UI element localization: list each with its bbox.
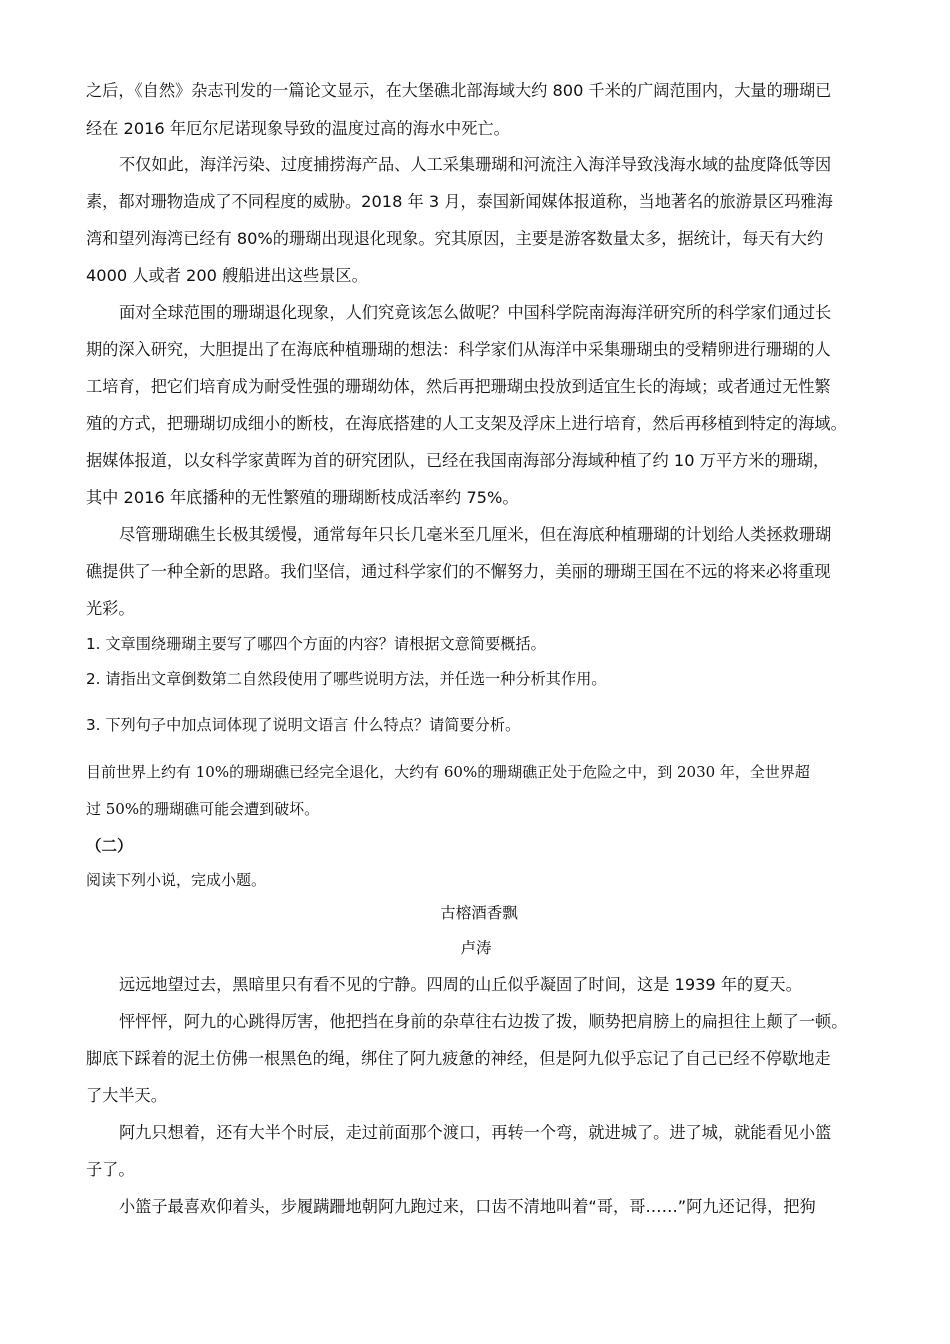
article-line: 光彩。 — [86, 599, 135, 618]
story-line: 怦怦怦，阿九的心跳得厉害，他把挡在身前的杂草往右边拨了拨，顺势把肩膀上的扁担往上颠了一顿。 — [119, 1012, 848, 1031]
article-line: 之后，《自然》杂志刊发的一篇论文显示，在大堡礁北部海域大约 800 千米的广阔范围内，大量的珊瑚已 — [86, 81, 832, 100]
story-title: 古榕酒香飘 — [440, 904, 518, 922]
article-line: 尽管珊瑚礁生长极其缓慢，通常每年只长几毫米至几厘米，但在海底种植珊瑚的计划给人类拯救珊瑚 — [119, 525, 832, 544]
article-line: 素，都对珊物造成了不同程度的威胁。2018 年 3 月，泰国新闻媒体报道称，当地著名的旅游景区玛雅海 — [86, 192, 833, 211]
article-line: 工培育，把它们培育成为耐受性强的珊瑚幼体，然后再把珊瑚虫投放到适宜生长的海域；或者通过无性繁 — [86, 377, 831, 396]
article-line: 礁提供了一种全新的思路。我们坚信，通过科学家们的不懈努力，美丽的珊瑚王国在不远的将来必将重现 — [86, 562, 831, 581]
question-2: 2. 请指出文章倒数第二自然段使用了哪些说明方法，并任选一种分析其作用。 — [86, 670, 607, 688]
quoted-sentence-line: 目前世界上约有 10%的珊瑚礁已经完全退化，大约有 60%的珊瑚礁正处于危险之中，到 2030 年，全世界超 — [86, 763, 810, 781]
article-line: 4000 人或者 200 艘船进出这些景区。 — [86, 266, 368, 285]
story-line: 子了。 — [86, 1160, 135, 1179]
section-heading: （二） — [86, 836, 133, 855]
story-line: 远远地望过去，黑暗里只有看不见的宁静。四周的山丘似乎凝固了时间，这是 1939 年的夏天。 — [119, 975, 802, 994]
article-line: 期的深入研究，大胆提出了在海底种植珊瑚的想法：科学家们从海洋中采集珊瑚虫的受精卵进行珊瑚的人 — [86, 340, 831, 359]
story-author: 卢涛 — [460, 939, 492, 957]
question-1: 1. 文章围绕珊瑚主要写了哪四个方面的内容？请根据文意简要概括。 — [86, 635, 546, 653]
story-line: 阿九只想着，还有大半个时辰，走过前面那个渡口，再转一个弯，就进城了。进了城，就能看见小篮 — [119, 1123, 832, 1142]
article-line: 经在 2016 年厄尔尼诺现象导致的温度过高的海水中死亡。 — [86, 119, 510, 138]
article-line: 不仅如此，海洋污染、过度捕捞海产品、人工采集珊瑚和河流注入海洋导致浅海水域的盐度降低等因 — [119, 155, 832, 174]
article-line: 其中 2016 年底播种的无性繁殖的珊瑚断枝成活率约 75%。 — [86, 488, 519, 507]
article-line: 湾和望列海湾已经有 80%的珊瑚出现退化现象。究其原因，主要是游客数量太多，据统计，每天有大约 — [86, 229, 824, 248]
article-line: 据媒体报道，以女科学家黄晖为首的研究团队，已经在我国南海部分海域种植了约 10 万平方米的珊瑚， — [86, 451, 830, 470]
story-line: 了大半天。 — [86, 1086, 167, 1105]
article-line: 殖的方式，把珊瑚切成细小的断枝，在海底搭建的人工支架及浮床上进行培育，然后再移植到特定的海域。 — [86, 414, 847, 433]
story-line: 脚底下踩着的泥土仿佛一根黑色的绳，绑住了阿九疲惫的神经，但是阿九似乎忘记了自己已经不停歇地走 — [86, 1049, 831, 1068]
story-line: 小篮子最喜欢仰着头，步履蹒跚地朝阿九跑过来，口齿不清地叫着“哥，哥……”阿九还记得，把狗 — [119, 1197, 816, 1216]
article-line: 面对全球范围的珊瑚退化现象，人们究竟该怎么做呢？中国科学院南海海洋研究所的科学家们通过长 — [119, 303, 832, 322]
section-instruction: 阅读下列小说，完成小题。 — [86, 871, 267, 889]
quoted-sentence-line: 过 50%的珊瑚礁可能会遭到破坏。 — [86, 800, 320, 818]
question-3: 3. 下列句子中加点词体现了说明文语言 什么特点？请简要分析。 — [86, 716, 521, 734]
